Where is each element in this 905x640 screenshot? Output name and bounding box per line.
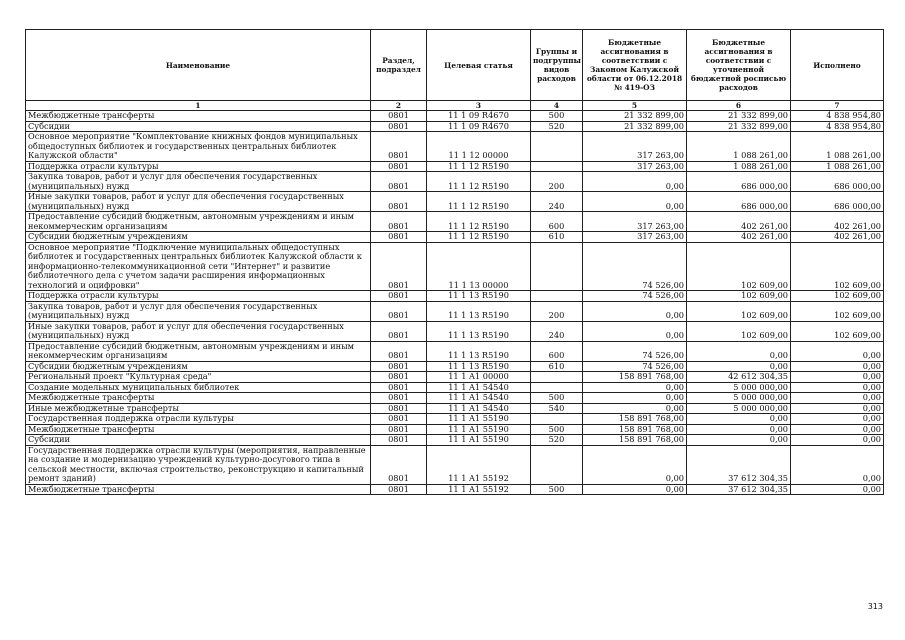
row-law-amount: 0,00 bbox=[583, 484, 687, 495]
row-target: 11 1 A1 55190 bbox=[427, 435, 531, 446]
table-row bbox=[26, 301, 884, 321]
row-section: 0801 bbox=[371, 393, 427, 404]
row-section: 0801 bbox=[371, 161, 427, 172]
row-section: 0801 bbox=[371, 361, 427, 372]
row-target: 11 1 A1 54540 bbox=[427, 403, 531, 414]
row-section: 0801 bbox=[371, 301, 427, 321]
row-revised-amount: 102 609,00 bbox=[687, 321, 791, 341]
row-group: 610 bbox=[531, 361, 583, 372]
row-group: 200 bbox=[531, 172, 583, 192]
table-body bbox=[26, 111, 884, 495]
row-law-amount: 158 891 768,00 bbox=[583, 414, 687, 425]
row-name: Иные межбюджетные трансферты bbox=[26, 403, 371, 414]
row-executed-amount: 0,00 bbox=[791, 403, 884, 414]
row-law-amount: 74 526,00 bbox=[583, 291, 687, 302]
row-name: Региональный проект "Культурная среда" bbox=[26, 372, 371, 383]
table-row bbox=[26, 445, 884, 484]
row-target: 11 1 A1 00000 bbox=[427, 372, 531, 383]
row-name: Поддержка отрасли культуры bbox=[26, 161, 371, 172]
row-target: 11 1 A1 54540 bbox=[427, 393, 531, 404]
row-target: 11 1 12 R5190 bbox=[427, 161, 531, 172]
row-target: 11 1 A1 55190 bbox=[427, 414, 531, 425]
row-group bbox=[531, 242, 583, 291]
table-row bbox=[26, 161, 884, 172]
table-row bbox=[26, 192, 884, 212]
table-row bbox=[26, 484, 884, 495]
row-name: Государственная поддержка отрасли культуры (мероприятия, направленные на создание и модернизацию учреждений культурно-досугового типа в сельской местности, включая строительство, реконструкцию и капитальный ремонт зданий) bbox=[26, 445, 371, 484]
row-executed-amount: 0,00 bbox=[791, 435, 884, 446]
table-row bbox=[26, 393, 884, 404]
row-law-amount: 74 526,00 bbox=[583, 361, 687, 372]
header-name: Наименование bbox=[26, 30, 371, 101]
row-name: Поддержка отрасли культуры bbox=[26, 291, 371, 302]
row-name: Субсидии бюджетным учреждениям bbox=[26, 232, 371, 243]
row-group bbox=[531, 445, 583, 484]
row-target: 11 1 12 R5190 bbox=[427, 212, 531, 232]
table-row bbox=[26, 341, 884, 361]
row-law-amount: 158 891 768,00 bbox=[583, 424, 687, 435]
row-name: Создание модельных муниципальных библиотек bbox=[26, 382, 371, 393]
row-name: Субсидии bbox=[26, 435, 371, 446]
column-number: 1 bbox=[26, 101, 371, 111]
row-law-amount: 0,00 bbox=[583, 192, 687, 212]
row-section: 0801 bbox=[371, 111, 427, 122]
row-section: 0801 bbox=[371, 424, 427, 435]
row-revised-amount: 402 261,00 bbox=[687, 212, 791, 232]
row-law-amount: 21 332 899,00 bbox=[583, 111, 687, 122]
row-section: 0801 bbox=[371, 212, 427, 232]
row-revised-amount: 0,00 bbox=[687, 341, 791, 361]
row-target: 11 1 13 R5190 bbox=[427, 341, 531, 361]
column-number: 6 bbox=[687, 101, 791, 111]
row-target: 11 1 12 R5190 bbox=[427, 172, 531, 192]
row-group bbox=[531, 291, 583, 302]
row-executed-amount: 0,00 bbox=[791, 341, 884, 361]
row-target: 11 1 13 00000 bbox=[427, 242, 531, 291]
row-section: 0801 bbox=[371, 403, 427, 414]
row-executed-amount: 1 088 261,00 bbox=[791, 132, 884, 162]
column-number: 7 bbox=[791, 101, 884, 111]
row-target: 11 1 12 R5190 bbox=[427, 192, 531, 212]
row-executed-amount: 102 609,00 bbox=[791, 301, 884, 321]
row-target: 11 1 12 00000 bbox=[427, 132, 531, 162]
row-name: Предоставление субсидий бюджетным, автономным учреждениям и иным некоммерческим организациям bbox=[26, 212, 371, 232]
row-law-amount: 74 526,00 bbox=[583, 242, 687, 291]
row-law-amount: 317 263,00 bbox=[583, 212, 687, 232]
row-revised-amount: 402 261,00 bbox=[687, 232, 791, 243]
table-row bbox=[26, 435, 884, 446]
row-executed-amount: 0,00 bbox=[791, 445, 884, 484]
row-name: Основное мероприятие "Комплектование книжных фондов муниципальных общедоступных библиотек и государственных центральных библиотек Калужской области" bbox=[26, 132, 371, 162]
row-law-amount: 0,00 bbox=[583, 393, 687, 404]
row-law-amount: 74 526,00 bbox=[583, 341, 687, 361]
row-target: 11 1 12 R5190 bbox=[427, 232, 531, 243]
row-name: Субсидии бюджетным учреждениям bbox=[26, 361, 371, 372]
row-name: Основное мероприятие "Подключение муниципальных общедоступных библиотек и государственных центральных библиотек Калужской области к информационно-телекоммуникационной сети "Интернет" и развитие библиотечного дела с учетом задачи расширения информационных технологий и оцифровки" bbox=[26, 242, 371, 291]
table-row bbox=[26, 361, 884, 372]
table-row bbox=[26, 121, 884, 132]
table-row bbox=[26, 372, 884, 383]
row-section: 0801 bbox=[371, 414, 427, 425]
column-number: 4 bbox=[531, 101, 583, 111]
row-law-amount: 317 263,00 bbox=[583, 132, 687, 162]
row-law-amount: 21 332 899,00 bbox=[583, 121, 687, 132]
table-row bbox=[26, 403, 884, 414]
row-group: 610 bbox=[531, 232, 583, 243]
row-section: 0801 bbox=[371, 321, 427, 341]
row-revised-amount: 37 612 304,35 bbox=[687, 445, 791, 484]
row-revised-amount: 21 332 899,00 bbox=[687, 111, 791, 122]
row-revised-amount: 102 609,00 bbox=[687, 301, 791, 321]
header-row bbox=[26, 30, 884, 101]
row-executed-amount: 102 609,00 bbox=[791, 321, 884, 341]
row-executed-amount: 0,00 bbox=[791, 484, 884, 495]
row-group bbox=[531, 414, 583, 425]
table-row bbox=[26, 414, 884, 425]
row-group: 520 bbox=[531, 435, 583, 446]
row-name: Субсидии bbox=[26, 121, 371, 132]
row-group: 200 bbox=[531, 301, 583, 321]
row-group: 500 bbox=[531, 393, 583, 404]
header-exec: Исполнено bbox=[791, 30, 884, 101]
row-name: Иные закупки товаров, работ и услуг для обеспечения государственных (муниципальных) нужд bbox=[26, 321, 371, 341]
row-target: 11 1 13 R5190 bbox=[427, 361, 531, 372]
column-number: 2 bbox=[371, 101, 427, 111]
row-group: 600 bbox=[531, 212, 583, 232]
row-law-amount: 158 891 768,00 bbox=[583, 435, 687, 446]
row-revised-amount: 102 609,00 bbox=[687, 291, 791, 302]
row-executed-amount: 0,00 bbox=[791, 382, 884, 393]
table-row bbox=[26, 232, 884, 243]
page-number: 313 bbox=[867, 602, 883, 611]
row-law-amount: 317 263,00 bbox=[583, 232, 687, 243]
row-law-amount: 0,00 bbox=[583, 403, 687, 414]
table-row bbox=[26, 132, 884, 162]
row-executed-amount: 4 838 954,80 bbox=[791, 111, 884, 122]
row-executed-amount: 0,00 bbox=[791, 393, 884, 404]
row-law-amount: 317 263,00 bbox=[583, 161, 687, 172]
row-law-amount: 0,00 bbox=[583, 172, 687, 192]
row-law-amount: 158 891 768,00 bbox=[583, 372, 687, 383]
header-section: Раздел, подраздел bbox=[371, 30, 427, 101]
row-section: 0801 bbox=[371, 121, 427, 132]
row-name: Государственная поддержка отрасли культуры bbox=[26, 414, 371, 425]
row-target: 11 1 A1 54540 bbox=[427, 382, 531, 393]
row-revised-amount: 686 000,00 bbox=[687, 192, 791, 212]
row-executed-amount: 4 838 954,80 bbox=[791, 121, 884, 132]
row-revised-amount: 5 000 000,00 bbox=[687, 403, 791, 414]
row-group: 520 bbox=[531, 121, 583, 132]
header-group: Группы и подгруппы видов расходов bbox=[531, 30, 583, 101]
row-target: 11 1 13 R5190 bbox=[427, 291, 531, 302]
row-name: Иные закупки товаров, работ и услуг для обеспечения государственных (муниципальных) нужд bbox=[26, 192, 371, 212]
row-executed-amount: 0,00 bbox=[791, 414, 884, 425]
row-executed-amount: 102 609,00 bbox=[791, 242, 884, 291]
row-revised-amount: 686 000,00 bbox=[687, 172, 791, 192]
row-revised-amount: 37 612 304,35 bbox=[687, 484, 791, 495]
row-section: 0801 bbox=[371, 382, 427, 393]
row-section: 0801 bbox=[371, 242, 427, 291]
row-section: 0801 bbox=[371, 192, 427, 212]
row-revised-amount: 1 088 261,00 bbox=[687, 132, 791, 162]
row-revised-amount: 5 000 000,00 bbox=[687, 393, 791, 404]
row-target: 11 1 09 R4670 bbox=[427, 121, 531, 132]
table-row bbox=[26, 242, 884, 291]
row-section: 0801 bbox=[371, 435, 427, 446]
row-executed-amount: 0,00 bbox=[791, 424, 884, 435]
row-revised-amount: 21 332 899,00 bbox=[687, 121, 791, 132]
row-target: 11 1 A1 55192 bbox=[427, 484, 531, 495]
table-row bbox=[26, 291, 884, 302]
column-number: 3 bbox=[427, 101, 531, 111]
header-target: Целевая статья bbox=[427, 30, 531, 101]
row-group: 500 bbox=[531, 424, 583, 435]
table-row bbox=[26, 382, 884, 393]
row-section: 0801 bbox=[371, 132, 427, 162]
row-name: Закупка товаров, работ и услуг для обеспечения государственных (муниципальных) нужд bbox=[26, 301, 371, 321]
table-row bbox=[26, 212, 884, 232]
table-row bbox=[26, 424, 884, 435]
row-section: 0801 bbox=[371, 445, 427, 484]
column-number: 5 bbox=[583, 101, 687, 111]
row-executed-amount: 402 261,00 bbox=[791, 212, 884, 232]
row-target: 11 1 09 R4670 bbox=[427, 111, 531, 122]
table-row bbox=[26, 321, 884, 341]
row-law-amount: 0,00 bbox=[583, 301, 687, 321]
row-group bbox=[531, 382, 583, 393]
row-target: 11 1 13 R5190 bbox=[427, 301, 531, 321]
table-row bbox=[26, 111, 884, 122]
row-revised-amount: 5 000 000,00 bbox=[687, 382, 791, 393]
row-group: 600 bbox=[531, 341, 583, 361]
row-name: Межбюджетные трансферты bbox=[26, 393, 371, 404]
row-law-amount: 0,00 bbox=[583, 445, 687, 484]
header-law: Бюджетные ассигнования в соответствии с Законом Калужской области от 06.12.2018 № 419-ОЗ bbox=[583, 30, 687, 101]
row-name: Межбюджетные трансферты bbox=[26, 111, 371, 122]
row-group bbox=[531, 132, 583, 162]
row-section: 0801 bbox=[371, 291, 427, 302]
row-revised-amount: 102 609,00 bbox=[687, 242, 791, 291]
row-revised-amount: 0,00 bbox=[687, 435, 791, 446]
row-revised-amount: 0,00 bbox=[687, 361, 791, 372]
row-name: Межбюджетные трансферты bbox=[26, 484, 371, 495]
row-executed-amount: 686 000,00 bbox=[791, 192, 884, 212]
row-group: 500 bbox=[531, 111, 583, 122]
row-executed-amount: 1 088 261,00 bbox=[791, 161, 884, 172]
row-executed-amount: 402 261,00 bbox=[791, 232, 884, 243]
row-revised-amount: 0,00 bbox=[687, 414, 791, 425]
row-section: 0801 bbox=[371, 341, 427, 361]
header-revised: Бюджетные ассигнования в соответствии с уточненной бюджетной росписью расходов bbox=[687, 30, 791, 101]
row-section: 0801 bbox=[371, 372, 427, 383]
row-group: 240 bbox=[531, 192, 583, 212]
row-section: 0801 bbox=[371, 484, 427, 495]
row-target: 11 1 A1 55192 bbox=[427, 445, 531, 484]
row-section: 0801 bbox=[371, 172, 427, 192]
row-revised-amount: 1 088 261,00 bbox=[687, 161, 791, 172]
row-executed-amount: 102 609,00 bbox=[791, 291, 884, 302]
table-row bbox=[26, 172, 884, 192]
row-name: Закупка товаров, работ и услуг для обеспечения государственных (муниципальных) нужд bbox=[26, 172, 371, 192]
row-group bbox=[531, 372, 583, 383]
budget-table bbox=[25, 29, 884, 495]
row-group bbox=[531, 161, 583, 172]
row-group: 540 bbox=[531, 403, 583, 414]
row-law-amount: 0,00 bbox=[583, 321, 687, 341]
row-revised-amount: 42 612 304,35 bbox=[687, 372, 791, 383]
row-revised-amount: 0,00 bbox=[687, 424, 791, 435]
row-section: 0801 bbox=[371, 232, 427, 243]
row-executed-amount: 686 000,00 bbox=[791, 172, 884, 192]
column-number-row bbox=[26, 101, 884, 111]
row-executed-amount: 0,00 bbox=[791, 361, 884, 372]
row-executed-amount: 0,00 bbox=[791, 372, 884, 383]
row-target: 11 1 13 R5190 bbox=[427, 321, 531, 341]
row-target: 11 1 A1 55190 bbox=[427, 424, 531, 435]
row-name: Предоставление субсидий бюджетным, автономным учреждениям и иным некоммерческим организациям bbox=[26, 341, 371, 361]
row-group: 500 bbox=[531, 484, 583, 495]
row-name: Межбюджетные трансферты bbox=[26, 424, 371, 435]
row-group: 240 bbox=[531, 321, 583, 341]
row-law-amount: 0,00 bbox=[583, 382, 687, 393]
